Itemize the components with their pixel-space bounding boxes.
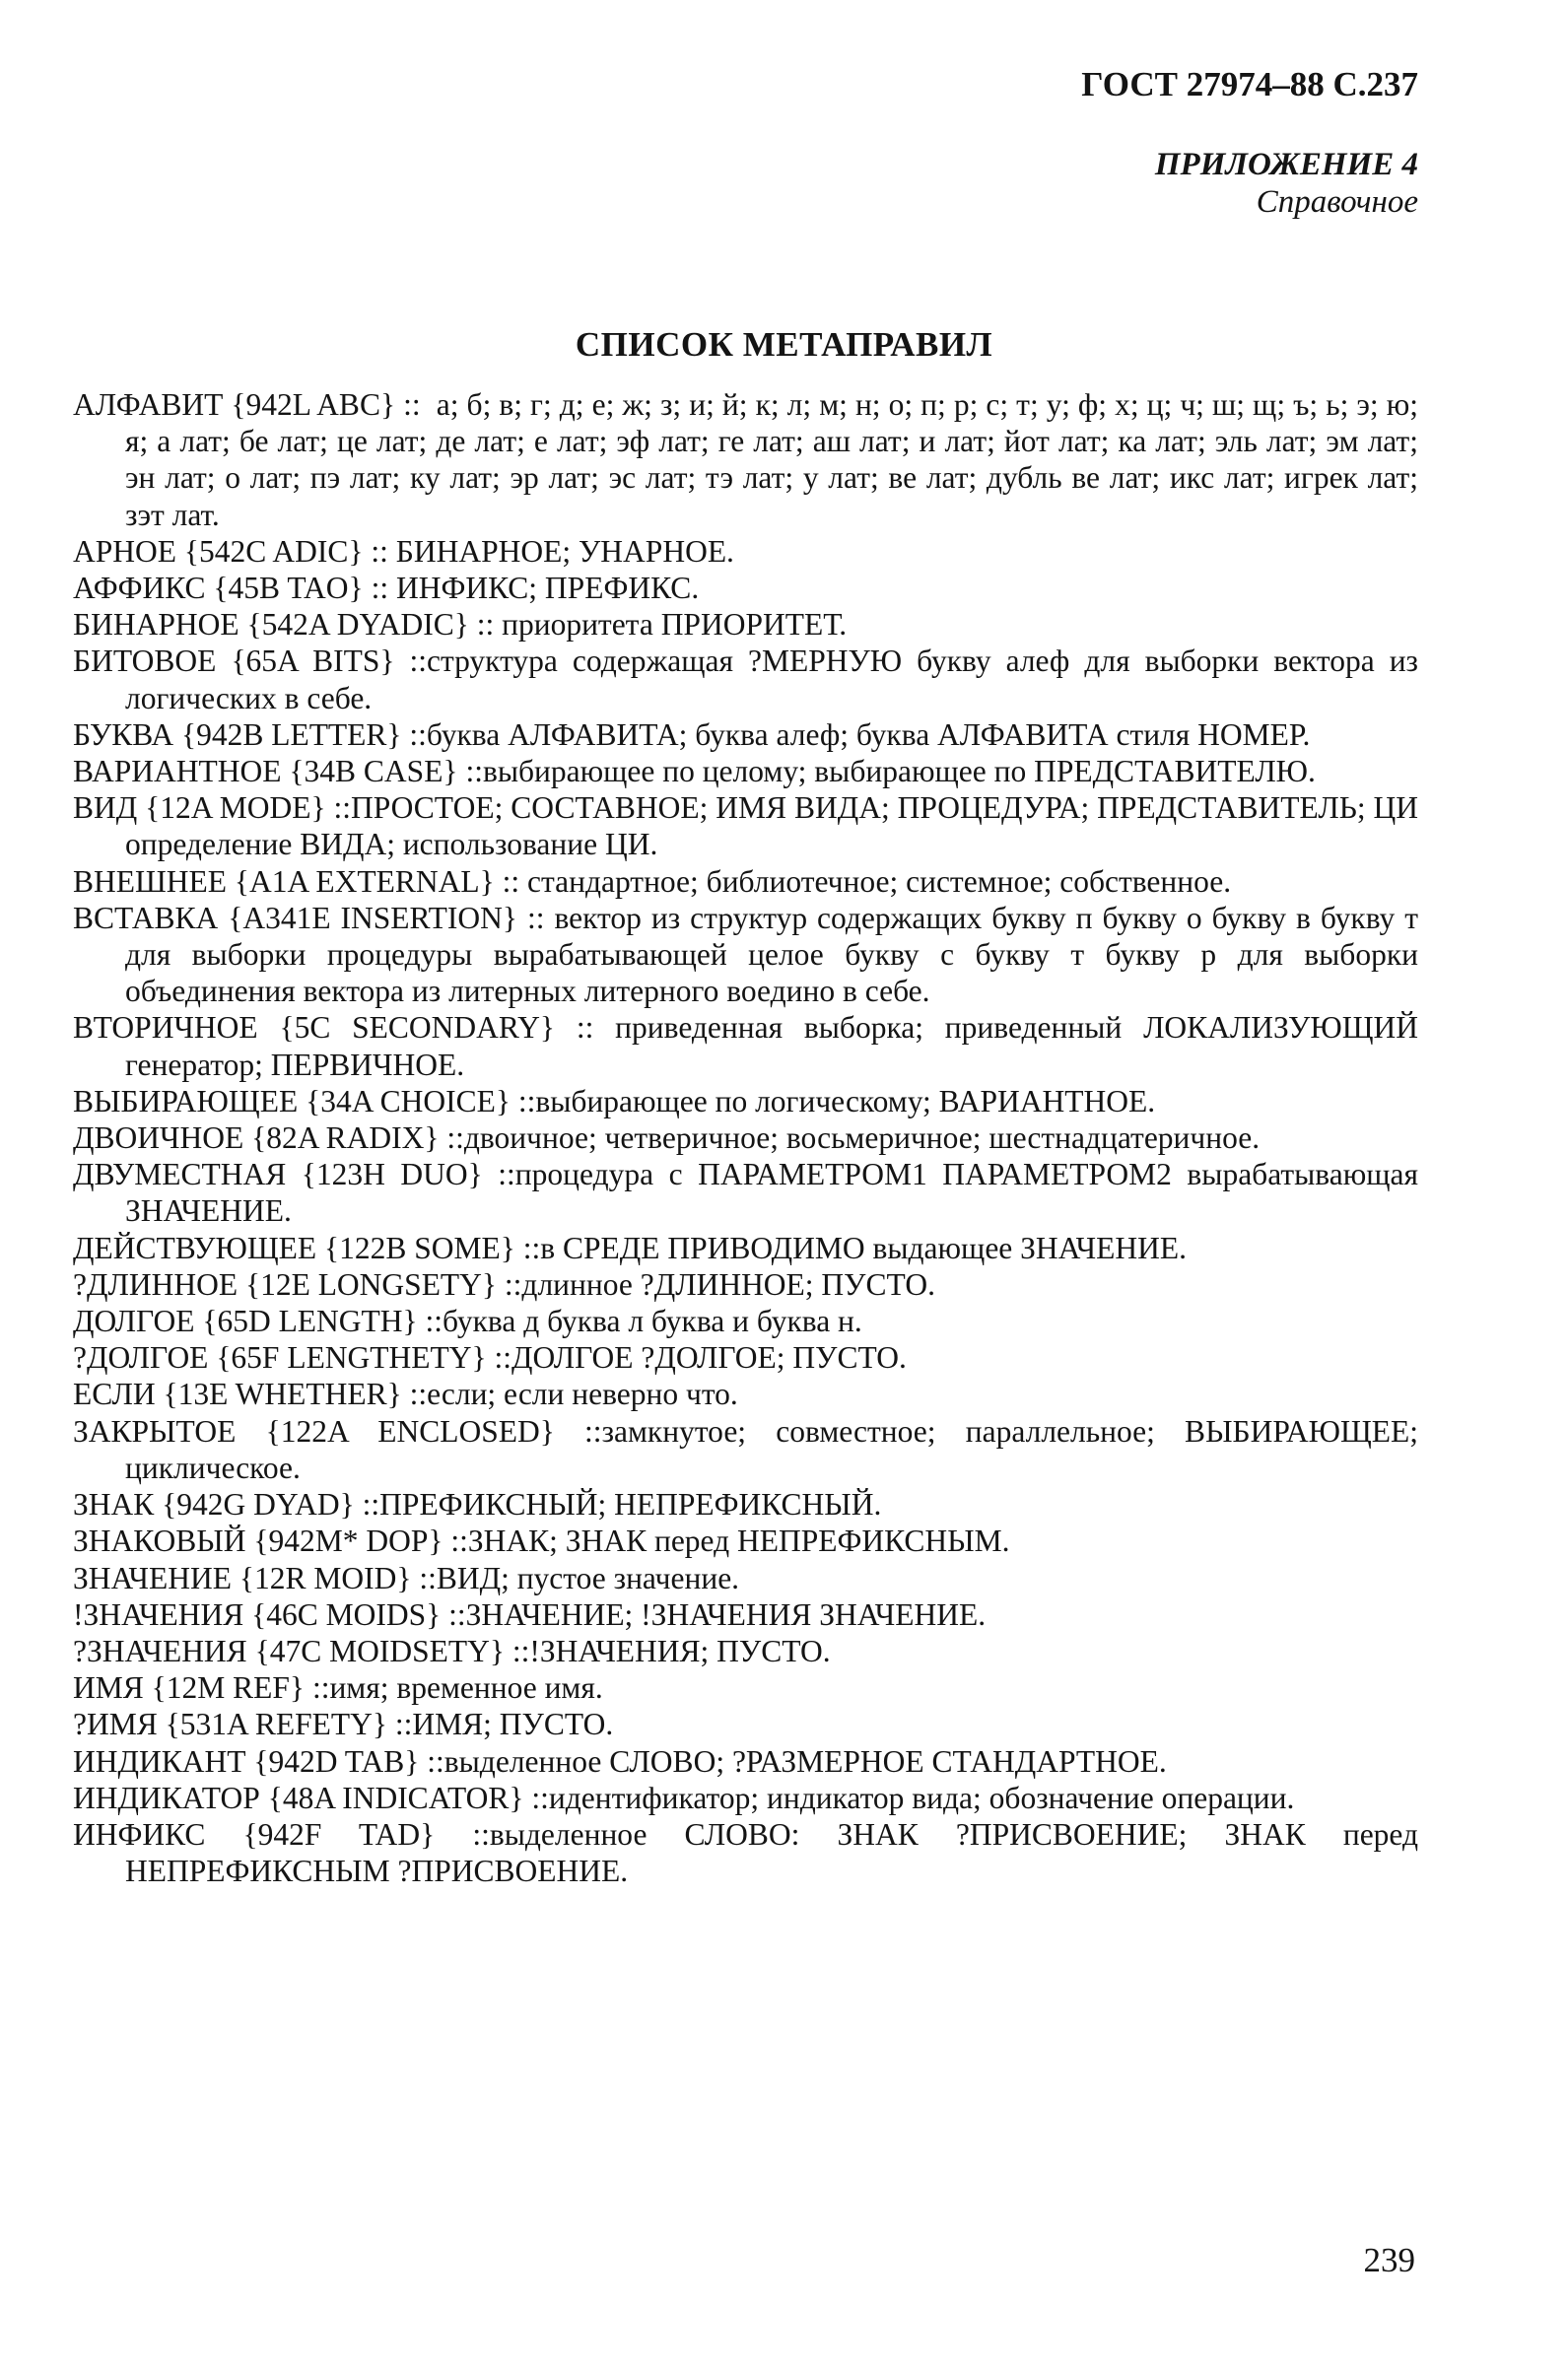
metarule-list	[73, 386, 1418, 1889]
entry-term: ВСТАВКА	[73, 900, 219, 935]
entry-ref: {542A DYADIC}	[246, 607, 469, 643]
entry-ref: {A1A EXTERNAL}	[234, 863, 495, 899]
entry-ref: {123H DUO}	[301, 1157, 483, 1192]
entry-ref: {942D TAB}	[253, 1743, 420, 1779]
entry-ref: {5C SECONDARY}	[279, 1010, 556, 1046]
entry-term: ?ИМЯ	[73, 1707, 158, 1742]
list-item	[73, 863, 1418, 900]
entry-ref: {531A REFETY}	[165, 1707, 388, 1742]
page-number: 239	[1363, 2241, 1415, 2279]
appendix-subtitle: Справочное	[1256, 184, 1418, 220]
entry-term: ИНДИКАНТ	[73, 1743, 246, 1779]
entry-text: :: а; б; в; г; д; е; ж; з; и; й; к; л; м; н; о; п; р; с; т; у; ф; х; ц; ч; ш; щ; ъ; ь; э; ю; я; а лат; бе лат; це лат; де лат; е лат; эф лат; ге лат; аш лат; и лат; йот лат; ка лат; эль лат; эм лат; эн лат; о лат; пэ лат; ку лат; эр лат; эс лат; тэ лат; у лат; ве лат; дубль ве лат; икс лат; игрек лат; зэт лат.	[125, 387, 1419, 532]
entry-text: ::ЗНАК; ЗНАК перед НЕПРЕФИКСНЫМ.	[443, 1524, 1010, 1559]
entry-term: БУКВА	[73, 716, 174, 752]
list-item	[73, 1743, 1418, 1780]
list-item	[73, 1266, 1418, 1303]
entry-ref: {942M* DOP}	[253, 1524, 443, 1559]
list-item	[73, 1706, 1418, 1742]
entry-term: ЗНАК	[73, 1487, 155, 1523]
appendix-title: ПРИЛОЖЕНИЕ 4	[1154, 147, 1418, 182]
entry-ref: {12R MOID}	[239, 1560, 412, 1595]
entry-text: ::длинное ?ДЛИННОЕ; ПУСТО.	[497, 1266, 935, 1302]
entry-term: ВТОРИЧНОЕ	[73, 1010, 258, 1046]
entry-text: ::выбирающее по логическому; ВАРИАНТНОЕ.	[510, 1083, 1156, 1118]
entry-ref: {122B SOME}	[324, 1230, 515, 1265]
entry-term: ИМЯ	[73, 1670, 144, 1706]
entry-text: ::замкнутое; совместное; параллельное; ВЫБИРАЮЩЕЕ; циклическое.	[125, 1413, 1419, 1485]
entry-ref: {65A BITS}	[231, 644, 395, 679]
entry-ref: {A341E INSERTION}	[228, 900, 518, 935]
entry-ref: {48A INDICATOR}	[267, 1780, 524, 1815]
entry-ref: {46C MOIDS}	[251, 1596, 442, 1632]
list-item	[73, 1413, 1418, 1486]
list-item	[73, 1156, 1418, 1229]
entry-ref: {65D LENGTH}	[202, 1304, 418, 1339]
entry-ref: {942G DYAD}	[162, 1487, 355, 1523]
entry-term: БИТОВОЕ	[73, 644, 217, 679]
entry-term: АФФИКС	[73, 571, 206, 606]
entry-ref: {942L ABC}	[231, 387, 396, 422]
entry-term: ВНЕШНЕЕ	[73, 863, 228, 899]
list-item	[73, 1083, 1418, 1119]
entry-text: ::ПРЕФИКСНЫЙ; НЕПРЕФИКСНЫЙ.	[354, 1487, 882, 1523]
entry-term: ?ДОЛГОЕ	[73, 1340, 209, 1376]
entry-term: ИНФИКС	[73, 1816, 206, 1852]
entry-term: ВАРИАНТНОЕ	[73, 754, 282, 789]
list-item	[73, 1339, 1418, 1376]
list-item	[73, 606, 1418, 643]
list-item	[73, 1009, 1418, 1082]
entry-term: ИНДИКАТОР	[73, 1780, 260, 1815]
entry-text: ::двоичное; четверичное; восьмеричное; шестнадцатеричное.	[439, 1120, 1261, 1156]
entry-ref: {13E WHETHER}	[163, 1377, 402, 1412]
list-item	[73, 386, 1418, 533]
entry-ref: {34A CHOICE}	[306, 1083, 511, 1118]
entry-term: ЗНАКОВЫЙ	[73, 1524, 246, 1559]
entry-term: ЗНАЧЕНИЕ	[73, 1560, 232, 1595]
entry-term: !ЗНАЧЕНИЯ	[73, 1596, 244, 1632]
list-item	[73, 570, 1418, 606]
entry-ref: {542C ADIC}	[183, 533, 364, 569]
entry-ref: {45B TAO}	[213, 571, 364, 606]
entry-text: ::выбирающее по целому; выбирающее по ПРЕДСТАВИТЕЛЮ.	[457, 754, 1316, 789]
list-item	[73, 643, 1418, 715]
list-item	[73, 1780, 1418, 1816]
entry-text: :: приведенная выборка; приведенный ЛОКАЛИЗУЮЩИЙ генератор; ПЕРВИЧНОЕ.	[125, 1010, 1419, 1082]
entry-term: БИНАРНОЕ	[73, 607, 239, 643]
entry-text: ::ЗНАЧЕНИЕ; !ЗНАЧЕНИЯ ЗНАЧЕНИЕ.	[441, 1596, 987, 1632]
appendix-label	[1155, 146, 1418, 221]
entry-text: :: приоритета ПРИОРИТЕТ.	[468, 607, 848, 643]
entry-term: ЗАКРЫТОЕ	[73, 1413, 237, 1449]
list-item	[73, 1376, 1418, 1412]
entry-ref: {942F TAD}	[242, 1816, 436, 1852]
entry-text: ::в СРЕДЕ ПРИВОДИМО выдающее ЗНАЧЕНИЕ.	[514, 1230, 1187, 1265]
entry-term: ВЫБИРАЮЩЕЕ	[73, 1083, 299, 1118]
entry-term: ДВУМЕСТНАЯ	[73, 1157, 287, 1192]
section-heading: СПИСОК МЕТАПРАВИЛ	[575, 325, 993, 364]
list-item	[73, 789, 1418, 862]
list-item	[73, 753, 1418, 789]
entry-text: ::буква д буква л буква и буква н.	[417, 1304, 862, 1339]
entry-ref: {942B LETTER}	[180, 716, 402, 752]
entry-ref: {12M REF}	[151, 1670, 306, 1706]
entry-text: ::выделенное СЛОВО: ЗНАК ?ПРИСВОЕНИЕ; ЗНАК перед НЕПРЕФИКСНЫМ ?ПРИСВОЕНИЕ.	[125, 1816, 1419, 1889]
entry-ref: {122A ENCLOSED}	[265, 1413, 555, 1449]
entry-text: ::идентификатор; индикатор вида; обозначение операции.	[523, 1780, 1295, 1815]
entry-term: АЛФАВИТ	[73, 387, 224, 422]
entry-text: ::ИМЯ; ПУСТО.	[387, 1707, 614, 1742]
entry-term: ?ДЛИННОЕ	[73, 1266, 239, 1302]
list-item	[73, 1523, 1418, 1559]
entry-text: :: вектор из структур содержащих букву п букву о букву в букву т для выборки процедуры вырабатывающей целое букву с букву т букву р для выборки объединения вектора из литерных литерного воедино в себе.	[125, 900, 1419, 1009]
entry-term: ДЕЙСТВУЮЩЕЕ	[73, 1230, 317, 1265]
running-head: ГОСТ 27974–88 С.237	[1081, 65, 1418, 103]
entry-ref: {34B CASE}	[289, 754, 458, 789]
entry-text: :: БИНАРНОЕ; УНАРНОЕ.	[363, 533, 734, 569]
list-item	[73, 716, 1418, 753]
entry-term: ЕСЛИ	[73, 1377, 156, 1412]
entry-text: ::структура содержащая ?МЕРНУЮ букву алеф для выборки вектора из логических в себе.	[125, 644, 1418, 715]
list-item	[73, 1303, 1418, 1339]
entry-term: ДВОИЧНОЕ	[73, 1120, 244, 1156]
entry-text: ::ДОЛГОЕ ?ДОЛГОЕ; ПУСТО.	[486, 1340, 907, 1376]
list-item	[73, 533, 1418, 570]
entry-text: ::процедура с ПАРАМЕТРОМ1 ПАРАМЕТРОМ2 вырабатывающая ЗНАЧЕНИЕ.	[125, 1157, 1418, 1229]
list-item	[73, 1560, 1418, 1596]
list-item	[73, 1633, 1418, 1669]
list-item	[73, 1486, 1418, 1523]
entry-text: ::имя; временное имя.	[305, 1670, 603, 1706]
list-item	[73, 1230, 1418, 1266]
entry-ref: {82A RADIX}	[251, 1120, 440, 1156]
entry-ref: {47C MOIDSETY}	[254, 1633, 505, 1668]
entry-text: ::если; если неверно что.	[401, 1377, 738, 1412]
entry-term: АРНОЕ	[73, 533, 177, 569]
list-item	[73, 1816, 1418, 1889]
entry-text: :: ИНФИКС; ПРЕФИКС.	[363, 571, 700, 606]
entry-text: ::буква АЛФАВИТА; буква алеф; буква АЛФАВИТА стиля НОМЕР.	[401, 716, 1311, 752]
entry-text: ::!ЗНАЧЕНИЯ; ПУСТО.	[504, 1633, 831, 1668]
entry-text: ::ВИД; пустое значение.	[411, 1560, 740, 1595]
entry-ref: {12E LONGSETY}	[244, 1266, 498, 1302]
list-item	[73, 1669, 1418, 1706]
entry-text: :: стандартное; библиотечное; системное; собственное.	[494, 863, 1232, 899]
entry-text: ::выделенное СЛОВО; ?РАЗМЕРНОЕ СТАНДАРТНОЕ.	[419, 1743, 1167, 1779]
entry-term: ?ЗНАЧЕНИЯ	[73, 1633, 247, 1668]
list-item	[73, 1596, 1418, 1633]
list-item	[73, 1119, 1418, 1156]
entry-ref: {65F LENGTHETY}	[216, 1340, 487, 1376]
entry-text: ::ПРОСТОЕ; СОСТАВНОЕ; ИМЯ ВИДА; ПРОЦЕДУРА; ПРЕДСТАВИТЕЛЬ; ЦИ определение ВИДА; использование ЦИ.	[125, 790, 1418, 862]
entry-term: ВИД	[73, 790, 138, 826]
entry-term: ДОЛГОЕ	[73, 1304, 195, 1339]
entry-ref: {12A MODE}	[145, 790, 326, 826]
list-item	[73, 900, 1418, 1010]
